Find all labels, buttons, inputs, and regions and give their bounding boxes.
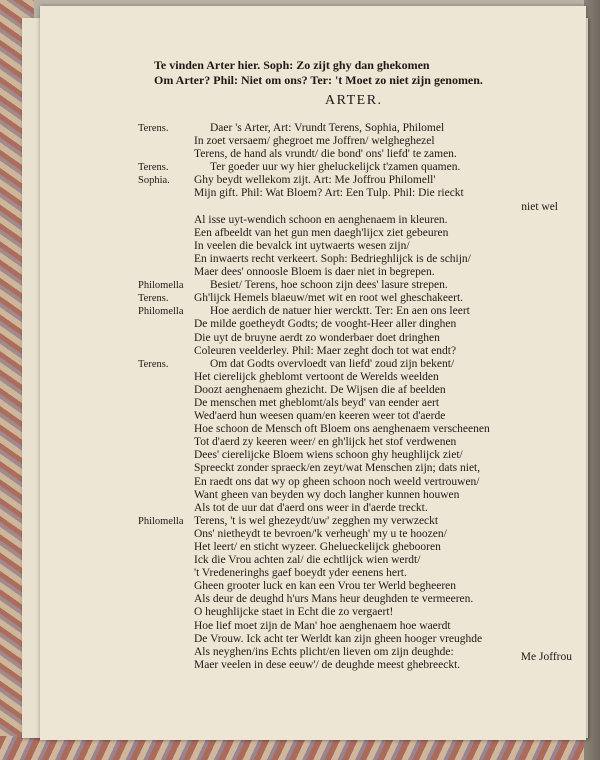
verse-line	[138, 253, 558, 266]
carryover-lines	[154, 58, 554, 88]
verse-text: Gh'lijck Hemels blaeuw/met wit en root wel gheschakeert.	[194, 292, 464, 305]
verse-line	[138, 449, 558, 462]
verse-line	[138, 174, 558, 187]
verse-text: Gheen grooter luck en kan een Vrou ter Werld begheeren	[194, 580, 457, 593]
verse-line	[138, 541, 558, 554]
verse-text: Coleuren veelderley. Phil: Maer zeght doch tot wat endt?	[194, 344, 457, 357]
verse-line	[138, 318, 558, 331]
verse-text: O heughlijcke staet in Echt die zo vergaert!	[194, 606, 394, 619]
verse-text: En raedt ons dat wy op gheen schoon noch weeld vertrouwen/	[194, 475, 480, 488]
speaker-label: Terens.	[138, 162, 169, 174]
verse-line	[138, 502, 558, 515]
verse-text: In veelen die bevalck int uytwaerts wesen zijn/	[194, 239, 410, 252]
verse-text: Ter goeder uur wy hier gheluckelijck t'zamen quamen.	[210, 161, 461, 174]
verse-text: Mijn gift. Phil: Wat Bloem? Art: Een Tulp. Phil: Die rieckt	[194, 187, 464, 200]
verse-text: Terens, 't is wel ghezeydt/uw' zegghen my verwzeckt	[194, 514, 439, 527]
verse-text: Maer veelen in dese eeuw'/ de deughde meest ghebreeckt.	[194, 658, 461, 671]
verse-text: Daer 's Arter, Art: Vrundt Terens, Sophia, Philomel	[210, 122, 445, 134]
verse-line	[138, 187, 558, 200]
speaker-label: Sophia.	[138, 175, 170, 187]
verse-line	[138, 489, 558, 502]
verse-line	[138, 201, 558, 214]
speaker-label: Terens.	[138, 293, 169, 305]
speaker-label: Terens.	[138, 123, 169, 134]
verse-line	[138, 606, 558, 619]
verse-line	[138, 148, 558, 161]
speaker-label: Philomella	[138, 306, 184, 318]
verse-line	[138, 646, 558, 659]
verse-text: De menschen met gheblomt/als beyd' van eender aert	[194, 396, 440, 409]
verse-text: Het cierelijck gheblomt vertoont de Werelds weelden	[194, 370, 439, 383]
verse-text: De Vrouw. Ick acht ter Werldt kan zijn gheen hooger vreughde	[194, 632, 483, 645]
verse-line	[138, 593, 558, 606]
dialogue-text	[138, 122, 558, 672]
verse-line	[138, 240, 558, 253]
verse-line	[138, 580, 558, 593]
verse-line	[138, 633, 558, 646]
verse-text: Terens, de hand als vrundt/ die bond' ons' liefd' te zamen.	[194, 148, 457, 161]
catchword: Me Joffrou	[520, 651, 572, 663]
verse-line	[138, 305, 558, 318]
verse-line	[138, 371, 558, 384]
verse-line	[138, 554, 558, 567]
verse-text: Als neyghen/ins Echts plicht/en lieven om zijn deughde:	[194, 645, 454, 658]
verse-line	[138, 279, 558, 292]
verse-text: Hoe lief moet zijn de Man' hoe aenghenaem hoe waerdt	[194, 619, 451, 632]
verse-line	[138, 423, 558, 436]
verse-text: Als tot de uur dat d'aerd ons weer in d'aerde treckt.	[194, 501, 428, 514]
verse-text: De milde goetheydt Godts; de vooght-Heer aller dinghen	[194, 318, 457, 331]
verse-line	[138, 122, 558, 135]
verse-text: In zoet versaem/ ghegroet me Joffren/ welgheghezel	[194, 135, 435, 148]
verse-text: Hoe aerdich de natuer hier wercktt. Ter: En aen ons leert	[210, 305, 470, 318]
verse-text: Het leert/ en sticht wyzeer. Ghelueckelijck ghebooren	[194, 541, 441, 553]
verse-line	[138, 214, 558, 227]
verse-line	[138, 476, 558, 489]
verse-line	[138, 397, 558, 410]
verse-line	[138, 358, 558, 371]
carryover-line-1: Te vinden Arter hier. Soph: Zo zijt ghy dan ghekomen	[154, 58, 430, 72]
verse-line	[138, 266, 558, 279]
verse-line	[138, 436, 558, 449]
verse-text: Om dat Godts overvloedt van liefd' zoud zijn bekent/	[210, 357, 455, 370]
speaker-label: Terens.	[138, 358, 169, 370]
verse-line	[138, 462, 558, 475]
verse-text: Ick die Vrou achten zal/ die echtlijck wien werdt/	[194, 554, 421, 567]
verse-text: Als deur de deughd h'urs Mans heur deughden te vermeeren.	[194, 593, 474, 606]
verse-text: niet wel	[521, 200, 558, 213]
verse-text: Want gheen van beyden wy doch langher kunnen houwen	[194, 488, 460, 501]
verse-text: Doozt aenghenaem ghezicht. De Wijsen die af beelden	[194, 383, 446, 396]
verse-text: Al isse uyt-wendich schoon en aenghenaem in kleuren.	[194, 213, 448, 226]
verse-text: Ghy beydt wellekom zijt. Art: Me Joffrou Philomell'	[194, 174, 436, 187]
verse-line	[138, 515, 558, 528]
verse-text: Besiet/ Terens, hoe schoon zijn dees' lasure strepen.	[210, 279, 448, 292]
verse-line	[138, 567, 558, 580]
verse-line	[138, 135, 558, 148]
verse-line	[138, 292, 558, 305]
verse-text: Hoe schoon de Mensch oft Bloem ons aenghenaem verscheenen	[194, 423, 490, 436]
verse-text: En inwaerts recht verkeert. Soph: Bedrieghlijck is de schijn/	[194, 252, 471, 265]
verse-line	[138, 332, 558, 345]
verse-text: Maer dees' onnoosle Bloem is daer niet in begrepen.	[194, 266, 435, 279]
verse-line	[138, 620, 558, 633]
verse-line	[138, 384, 558, 397]
scene-heading: ARTER.	[325, 93, 383, 108]
verse-text: Spreeckt zonder spraeck/en zeyt/wat Menschen zijn; dats niet,	[194, 462, 481, 475]
verse-line	[138, 345, 558, 358]
verse-line	[138, 410, 558, 423]
verse-text: Een afbeeldt van het gun men daegh'lijcx ziet gebeuren	[194, 226, 449, 239]
verse-text: 't Vredeneringhs gaef boeydt yder eenens hert.	[194, 567, 407, 580]
verse-text: Dees' cierelijcke Bloem wiens schoon ghy heughlijck ziet/	[194, 449, 463, 462]
verse-text: Tot d'aerd zy keeren weer/ en gh'lijck het stof verdwenen	[194, 436, 457, 449]
verse-text: Ons' nietheydt te bevroen/'k verheugh' my u te hoozen/	[194, 527, 447, 540]
carryover-line-2: Om Arter? Phil: Niet om ons? Ter: 't Moet zo niet zijn genomen.	[154, 73, 483, 87]
speaker-label: Philomella	[138, 280, 184, 292]
verse-text: Die uyt de bruyne aerdt zo wonderbaer doet dringhen	[194, 331, 440, 344]
verse-text: Wed'aerd hun weesen quam/en keeren weer tot d'aerde	[194, 410, 446, 423]
verse-line	[138, 528, 558, 541]
verse-line	[138, 161, 558, 174]
verse-line	[138, 659, 558, 672]
speaker-label: Philomella	[138, 515, 184, 527]
verse-line	[138, 227, 558, 240]
